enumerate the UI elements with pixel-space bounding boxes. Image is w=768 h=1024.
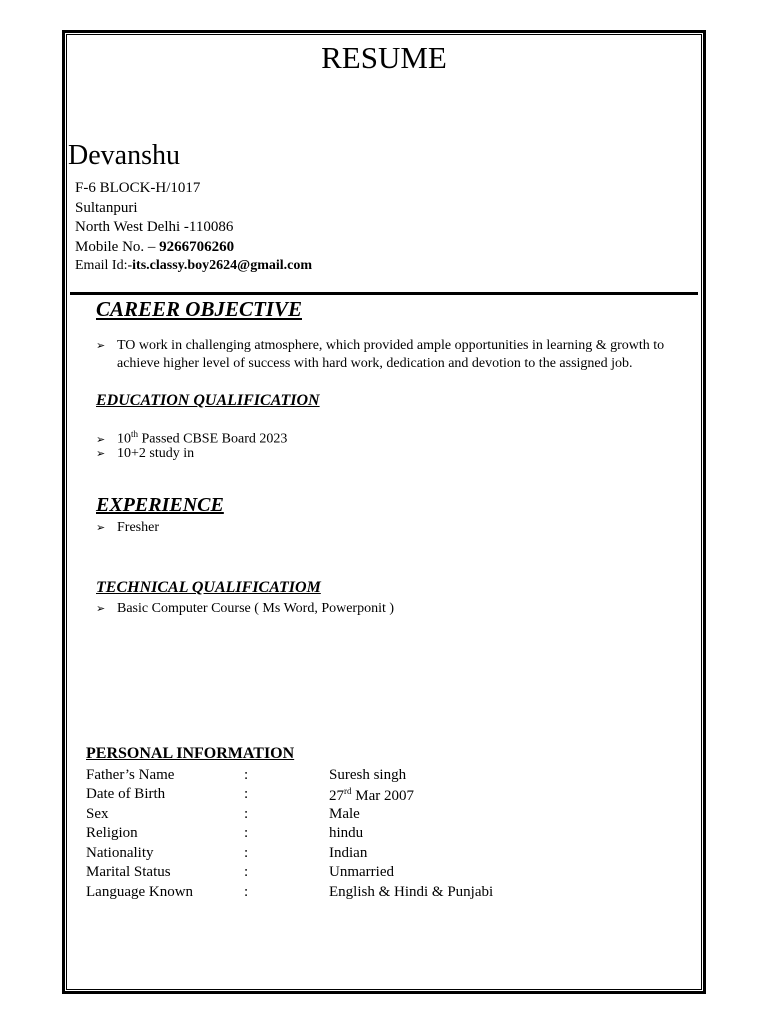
mobile-label: Mobile No. – xyxy=(75,239,160,255)
email-line xyxy=(75,258,312,274)
mobile-line xyxy=(75,239,234,256)
address-line-2: Sultanpuri xyxy=(75,200,138,216)
resume-title: RESUME xyxy=(321,40,447,75)
arrow-bullet-icon: ➢ xyxy=(96,432,106,446)
education-heading: EDUCATION QUALIFICATION xyxy=(96,392,320,409)
experience-heading: EXPERIENCE xyxy=(96,494,224,516)
applicant-name: Devanshu xyxy=(68,140,180,171)
arrow-bullet-icon: ➢ xyxy=(96,602,106,615)
arrow-bullet-icon: ➢ xyxy=(96,447,106,460)
personal-info-heading: PERSONAL INFORMATION xyxy=(86,745,295,762)
technical-item-1: ➢ Basic Computer Course ( Ms Word, Powerponit ) xyxy=(96,601,395,616)
email-value: its.classy.boy2624@gmail.com xyxy=(132,258,313,273)
address-line-3: North West Delhi -110086 xyxy=(75,219,234,235)
address-line-1: F-6 BLOCK-H/1017 xyxy=(75,180,201,196)
arrow-bullet-icon: ➢ xyxy=(96,521,106,534)
education-item-2: ➢ 10+2 study in xyxy=(96,446,195,461)
email-label: Email Id:- xyxy=(75,258,133,273)
arrow-bullet-icon: ➢ xyxy=(96,339,106,352)
career-objective-text: TO work in challenging atmosphere, which provided ample opportunities in learning & growth to achieve higher level of success with hard work, dedication and devotion to the assigned job. xyxy=(117,338,665,371)
mobile-value: 9266706260 xyxy=(159,239,235,255)
experience-item-1: ➢ Fresher xyxy=(96,520,159,535)
career-objective-heading: CAREER OBJECTIVE xyxy=(96,297,302,321)
header-divider xyxy=(70,292,698,295)
career-objective-item xyxy=(96,337,676,373)
education-item-1: ➢ 10th Passed CBSE Board 2023 xyxy=(96,429,288,447)
technical-heading: TECHNICAL QUALIFICATIOM xyxy=(96,579,321,596)
